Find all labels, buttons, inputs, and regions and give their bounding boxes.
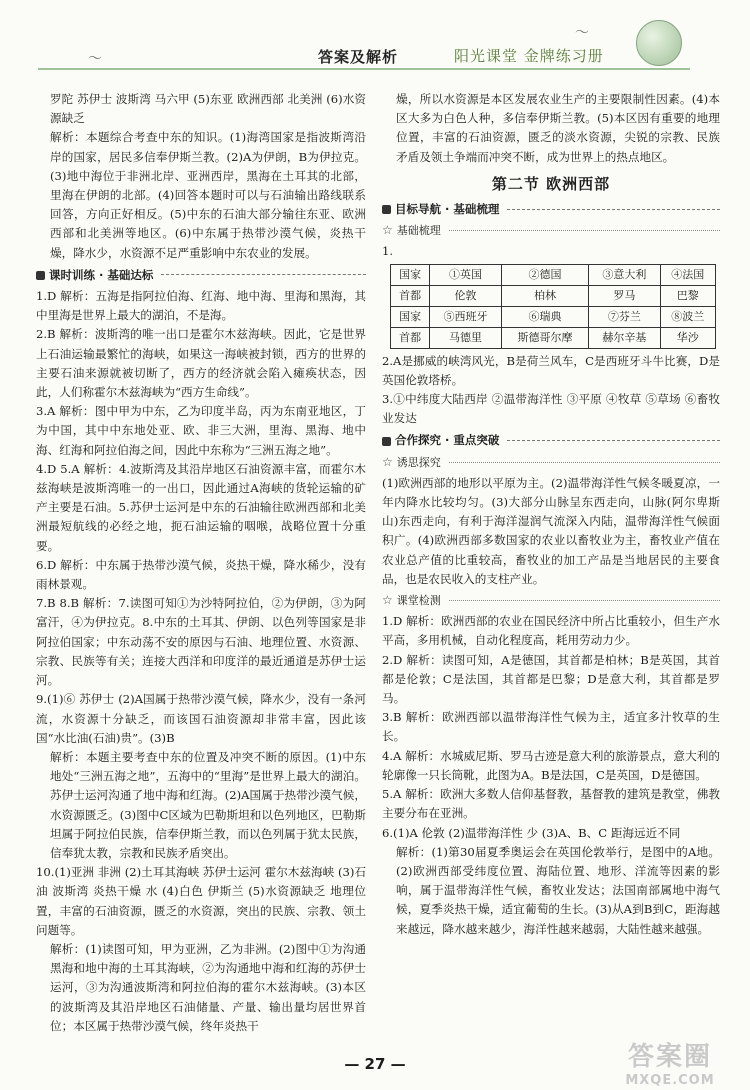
answer-paragraph: 燥，所以水资源是本区发展农业生产的主要限制性因素。(4)本区大多为白色人种，多信奉伊斯兰教。(5)本区因有重要的地理位置，丰富的石油资源，匮乏的淡水资源，尖锐的宗教、民族矛盾及领土争端而冲突不断，成为世界上的热点地区。	[396, 92, 720, 164]
section-heading: 课时训练 · 基础达标	[36, 266, 366, 285]
answer-paragraph: 解析：本题主要考查中东的位置及冲突不断的原因。(1)中东地处“三洲五海之地”，五海中的“里海”是世界上最大的湖泊。苏伊士运河沟通了地中海和红海。(2)A国属于热带沙漠气候，水资源匮乏。(3)图中C区域为巴勒斯坦和以色列地区，巴勒斯坦属于阿拉伯民族，信奉伊斯兰教，而以色列属于犹太民族，信奉犹太教，宗教和民族矛盾突出。	[50, 749, 366, 860]
chapter-title: 第二节 欧洲西部	[491, 174, 611, 193]
section-marker-icon	[36, 271, 45, 280]
table-row: 国家 ⑤西班牙 ⑥瑞典 ⑦芬兰 ⑧波兰	[391, 306, 716, 327]
header-subtitle: 阳光课堂 金牌练习册	[454, 47, 604, 65]
subsection-heading: ☆ 诱思探究	[382, 453, 720, 472]
answer-paragraph: 解析：本题综合考查中东的知识。(1)海湾国家是指波斯湾沿岸的国家，居民多信奉伊斯兰教。(2)A为伊朗，B为伊拉克。(3)地中海位于非洲北岸、亚洲西岸，黑海在土耳其的北部，里海在伊朗的北部。(4)回答本题时可以与石油输出路线联系回答，方向正好相反。(5)中东的石油大部分输往东亚、欧洲西部和北美洲等地区。(6)中东属于热带沙漠气候，炎热干燥，降水少，水资源不足严重影响中东农业的发展。	[50, 130, 366, 260]
section-heading: 合作探究 · 重点突破	[382, 431, 720, 450]
bird-icon: 〜	[88, 51, 102, 67]
answer-paragraph: 6.D 解析：中东属于热带沙漠气候，炎热干燥，降水稀少，没有雨林景观。	[36, 557, 366, 592]
answer-paragraph: (1)欧洲西部的地形以平原为主。(2)温带海洋性气候冬暖夏凉，一年内降水比较均匀。(3)大部分山脉呈东西走向，山脉(阿尔卑斯山)东西走向，有利于海洋湿润气流深入内陆，温带海洋性气候面积广。(4)欧洲西部多数国家的农业以畜牧业为主，畜牧业产值在农业总产值的比重较高，畜牧业的加工产品是当地居民的主要食品，也是农民收入的支柱产业。	[382, 475, 720, 586]
subsection-heading: ☆ 基础梳理	[382, 221, 720, 240]
answer-paragraph: 2.B 解析：波斯湾的唯一出口是霍尔木兹海峡。因此，它是世界上石油运输最繁忙的海峡，如果这一海峡被封锁，西方的世界的主要石油来源就被切断了，西方的经济就会陷入瘫痪状态，因此，人们称霍尔木兹海峡为“西方生命线”。	[36, 327, 366, 400]
answer-paragraph: 10.(1)亚洲 非洲 (2)土耳其海峡 苏伊士运河 霍尔木兹海峡 (3)石油 波斯湾 炎热干燥 水 (4)白色 伊斯兰 (5)水资源缺乏 地理位置，丰富的石油资源，匮乏的水资源，突出的民族、宗教、领土问题等。	[36, 865, 366, 937]
answer-paragraph: 1.D 解析：五海是指阿拉伯海、红海、地中海、里海和黑海，其中里海是世界上最大的湖泊，不是海。	[36, 289, 366, 323]
page-header	[0, 0, 750, 80]
answer-paragraph: 2.A是挪威的峡湾风光，B是荷兰风车，C是西班牙斗牛比赛，D是英国伦敦塔桥。	[382, 353, 720, 387]
subsection-heading: ☆ 课堂检测	[382, 591, 720, 610]
watermark: 答案圈 MXQE.COM	[625, 1042, 715, 1088]
header-divider	[38, 68, 690, 70]
bird-icon: 〜	[575, 25, 589, 41]
answer-paragraph: 3.B 解析：欧洲西部以温带海洋性气候为主，适宜多汁牧草的生长。	[382, 710, 720, 744]
right-column	[382, 90, 720, 939]
answer-paragraph: 9.(1)⑥ 苏伊士 (2)A国属于热带沙漠气候，降水少，没有一条河流，水资源十分缺乏，而该国石油资源却非常丰富，因此该国“水比油(石油)贵”。(3)B	[36, 692, 366, 745]
table-row: 首都 伦敦 柏林 罗马 巴黎	[391, 285, 716, 306]
answer-paragraph: 4.A 解析：水城威尼斯、罗马古迹是意大利的旅游景点，意大利的轮廓像一只长筒靴，此图为A。B是法国，C是英国，D是德国。	[382, 748, 720, 782]
answer-paragraph: 6.(1)A 伦敦 (2)温带海洋性 少 (3)A、B、C 距海远近不同	[382, 825, 681, 840]
answer-paragraph: 2.D 解析：读图可知，A是德国，其首都是柏林；B是英国，其首都是伦敦；C是法国，其首都是巴黎；D是意大利，其首都是罗马。	[382, 652, 720, 706]
page-number: — 27 —	[344, 1055, 406, 1073]
globe-icon	[636, 20, 682, 66]
star-icon: ☆	[382, 454, 393, 469]
section-heading: 目标导航 · 基础梳理	[382, 200, 720, 219]
answer-paragraph: 7.B 8.B 解析：7.读图可知①为沙特阿拉伯，②为伊朗，③为阿富汗，④为伊拉克。8.中东的土耳其、伊朗、以色列等国家是非阿拉伯国家；中东动荡不安的原因与石油、地理位置、水资源、宗教、民族等有关；连接大西洋和印度洋的最近通道是苏伊士运河。	[36, 596, 366, 688]
answer-paragraph: 解析：(1)第30届夏季奥运会在英国伦敦举行，是图中的A地。(2)欧洲西部受纬度位置、海陆位置、地形、洋流等因素的影响，属于温带海洋性气候，畜牧业发达；法国南部属地中海气候，夏季炎热干燥，适宜葡萄的生长。(3)从A到B到C，距海越来越远，降水越来越少，海洋性越来越弱，大陆性越来越强。	[396, 844, 720, 936]
answer-paragraph: 5.A 解析：欧洲大多数人信仰基督教，基督教的建筑是教堂，佛教主要分布在亚洲。	[382, 787, 720, 821]
answer-paragraph: 解析：(1)读图可知，甲为亚洲，乙为非洲。(2)图中①为沟通黑海和地中海的土耳其海峡，②为沟通地中海和红海的苏伊士运河，③为沟通波斯湾和阿拉伯海的霍尔木兹海峡。(3)本区的波斯湾及其沿岸地区石油储量、产量、输出量均居世界首位；本区属于热带沙漠气候，终年炎热干	[50, 941, 366, 1033]
left-column	[36, 90, 366, 1036]
answer-paragraph: 3.A 解析：图中甲为中东，乙为印度半岛，丙为东南亚地区，丁为中国，其中中东地处亚、欧、非三大洲，里海、黑海、地中海、红海和阿拉伯海之间，因此中东称为“三洲五海之地”。	[36, 404, 366, 457]
star-icon: ☆	[382, 593, 393, 608]
section-marker-icon	[382, 437, 391, 446]
answer-paragraph: 1.D 解析：欧洲西部的农业在国民经济中所占比重较小，但生产水平高，多用机械，自动化程度高，耗用劳动力少。	[382, 614, 720, 648]
country-capital-table	[390, 264, 716, 349]
answer-paragraph: 4.D 5.A 解析：4.波斯湾及其沿岸地区石油资源丰富，而霍尔木兹海峡是波斯湾唯一的一出口，因此通过A海峡的货轮运输的矿产主要是石油。5.苏伊士运河是中东的石油输往欧洲西部和北美洲最短航线的必经之地，扼石油运输的咽喉，战略位置十分重要。	[36, 461, 366, 553]
question-number: 1.	[382, 244, 394, 259]
star-icon: ☆	[382, 223, 393, 238]
answer-paragraph: 3.①中纬度大陆西岸 ②温带海洋性 ③平原 ④牧草 ⑤草场 ⑥畜牧业发达	[382, 392, 720, 426]
table-row: 首都 马德里 斯德哥尔摩 赫尔辛基 华沙	[391, 327, 716, 348]
header-title: 答案及解析	[318, 48, 399, 66]
answer-paragraph: 罗陀 苏伊士 波斯湾 马六甲 (5)东亚 欧洲西部 北美洲 (6)水资源缺乏	[50, 92, 366, 126]
table-row: 国家 ①英国 ②德国 ③意大利 ④法国	[391, 264, 716, 285]
section-marker-icon	[382, 205, 391, 214]
